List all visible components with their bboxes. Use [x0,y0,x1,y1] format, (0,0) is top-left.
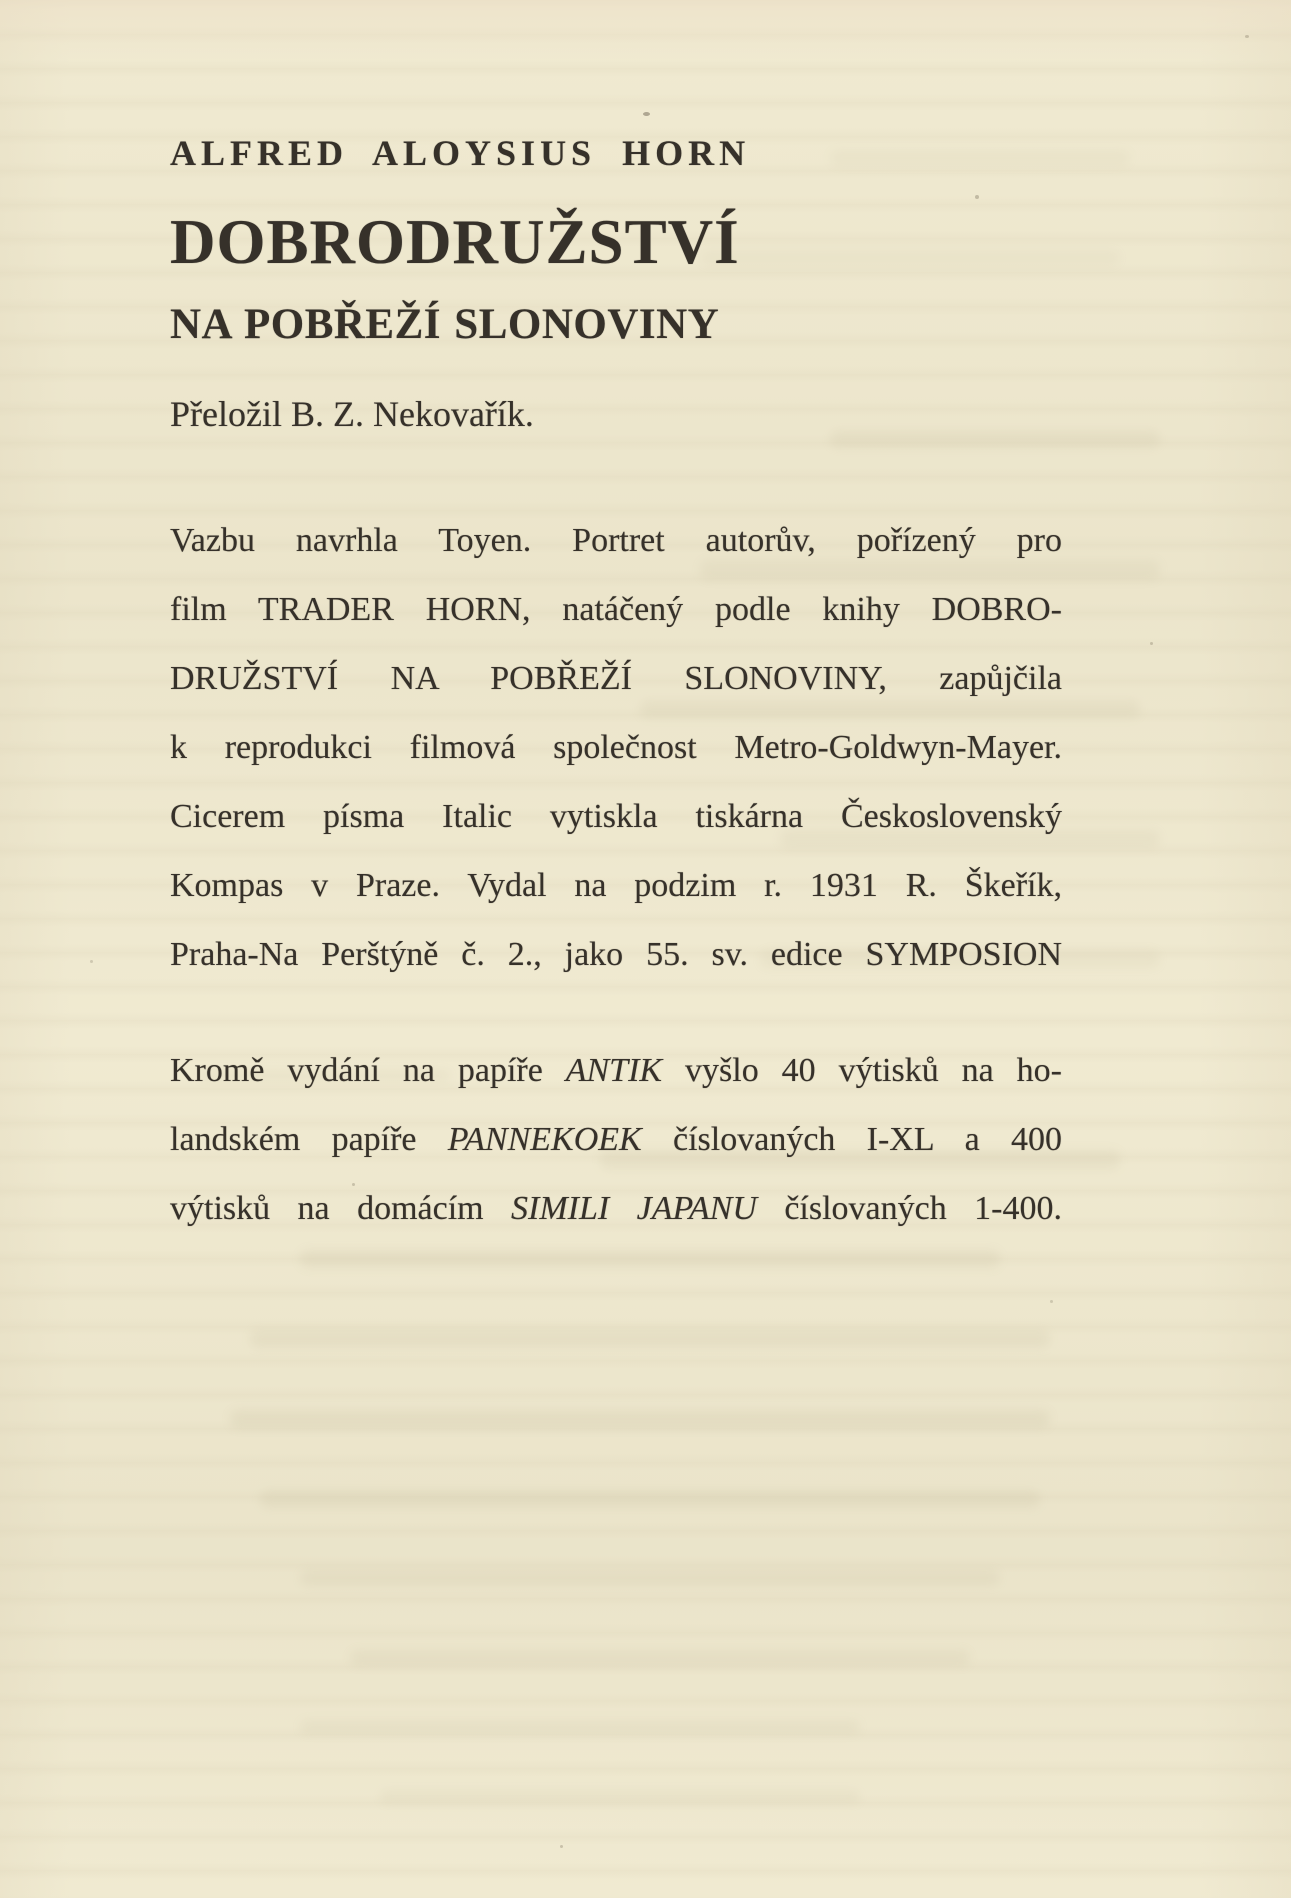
show-through-text-smudge [300,1570,1000,1586]
colophon-line [170,782,1062,851]
colophon-line [170,713,1062,782]
line-text: DRUŽSTVÍ NA POBŘEŽÍ SLONOVINY, zapůjčila [170,660,1062,697]
show-through-text-smudge [300,1250,1000,1268]
colophon-line [170,1105,1062,1174]
paper-name-italic: ANTIK [565,1052,663,1089]
colophon-line [170,1174,1062,1243]
line-text: číslovaných 1-400. [756,1190,1062,1227]
paper-name-italic: SIMILI JAPANU [511,1190,757,1227]
show-through-text-smudge [380,1790,860,1804]
show-through-text-smudge [300,1720,860,1734]
line-text: k reprodukci filmová společnost Metro-Goldwyn-Mayer. [170,729,1062,766]
paper-speck [975,195,979,199]
line-text: Praha-Na Perštýně č. 2., jako 55. sv. edice SYMPOSION [170,936,1062,973]
show-through-text-smudge [260,1490,1040,1508]
show-through-text-smudge [230,1410,1050,1428]
colophon-line [170,1036,1062,1105]
show-through-text-smudge [700,250,1120,266]
book-title: DOBRODRUŽSTVÍ [170,207,740,277]
author-name: ALFRED ALOYSIUS HORN [170,133,751,173]
colophon-paragraph [170,506,1062,989]
paper-speck [90,960,93,963]
colophon-line [170,506,1062,575]
paper-speck [643,112,650,116]
line-text: vyšlo 40 výtisků na ho- [662,1052,1062,1089]
show-through-text-smudge [250,1330,1050,1348]
paper-speck [1150,642,1153,645]
show-through-text-smudge [350,1650,970,1666]
paper-speck [1050,1300,1053,1303]
line-text: landském papíře [170,1121,448,1158]
line-text: Kompas v Praze. Vydal na podzim r. 1931 R. Škeřík, [170,867,1062,904]
colophon-line [170,575,1062,644]
show-through-text-smudge [830,150,1130,166]
colophon-line [170,644,1062,713]
paper-speck [1245,35,1249,38]
colophon-line [170,920,1062,989]
paper-speck [560,1845,563,1848]
book-subtitle: NA POBŘEŽÍ SLONOVINY [170,301,720,348]
line-text: film TRADER HORN, natáčený podle knihy DOBRO- [170,591,1062,628]
edition-note-paragraph [170,1036,1062,1243]
paper-name-italic: PANNEKOEK [447,1121,642,1158]
line-text: výtisků na domácím [170,1190,512,1227]
show-through-text-smudge [830,430,1160,448]
colophon-line [170,851,1062,920]
line-text: Cicerem písma Italic vytiskla tiskárna Československý [170,798,1062,835]
translator-credit: Přeložil B. Z. Nekovařík. [170,394,534,434]
line-text: Vazbu navrhla Toyen. Portret autorův, pořízený pro [170,522,1062,559]
line-text: číslovaných I-XL a 400 [641,1121,1062,1158]
line-text: Kromě vydání na papíře [170,1052,566,1089]
